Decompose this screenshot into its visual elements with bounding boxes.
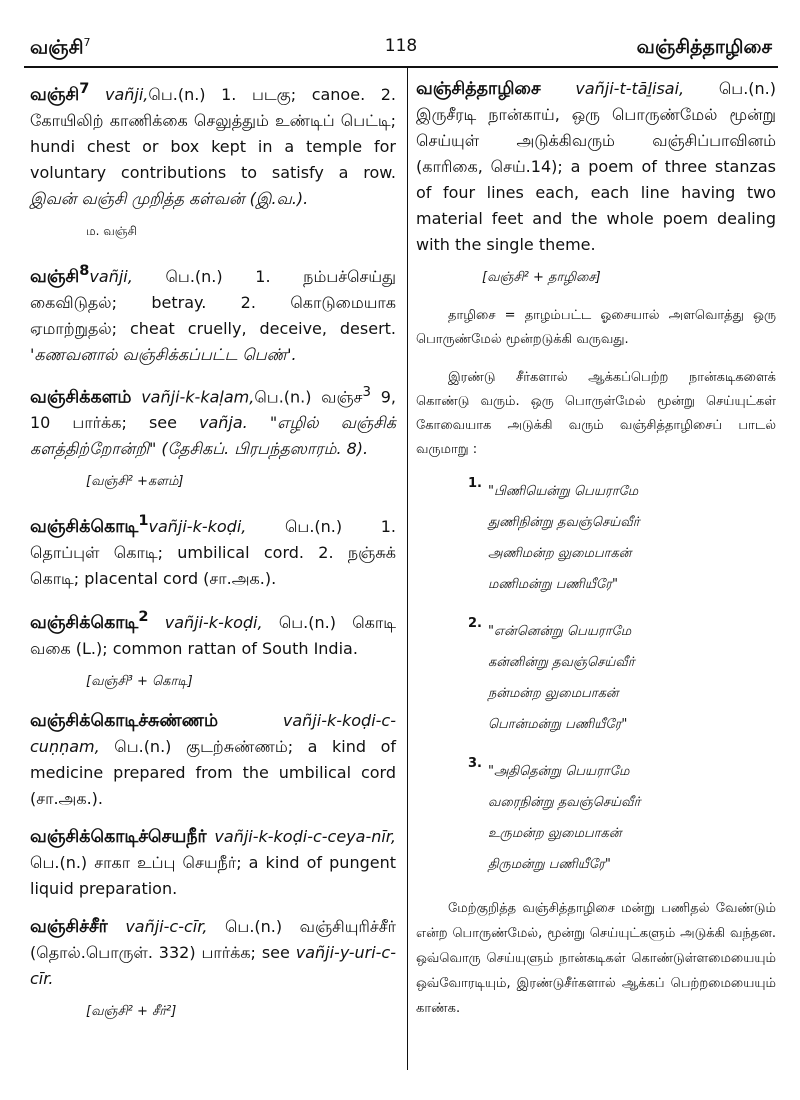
headword: வஞ்சிக்கொடி$^2$ — [30, 607, 149, 633]
stanza-number: 1. — [468, 476, 482, 491]
transliteration: vañji, — [89, 266, 133, 286]
left-column — [30, 76, 396, 1038]
closing-paragraph: மேற்குறித்த வஞ்சித்தாழிசை மன்று பணிதல் வேண்டும் என்ற பொருண்மேல், மூன்று செய்யுட்களும் அடுக்கி வந்தன. ஒவ்வொரு செய்யுளும் நான்கடிகள் கொண்டுள்ளமையையும் ஒவ்வோரடியும், இரண்டுசீர்களால் ஆக்கப் பெற்றமையையும் காண்க. — [416, 901, 776, 1016]
definition: பெ.(n.) கொடி வகை (L.); common rattan of South India. — [30, 612, 396, 658]
definition: பெ.(n.) குடற்சுண்ணம்; a kind of medicine prepared from the umbilical cord (சா.அக.). — [30, 736, 396, 808]
verse-line: திருமன்று பணியீரே" — [488, 857, 611, 872]
transliteration: vañji-k-kaḷam, — [131, 386, 255, 406]
verse-line: "அதிதென்று பெயராமே — [488, 764, 630, 779]
verse-stanza — [416, 616, 776, 740]
header-right-guide-word: வஞ்சித்தாழிசை — [636, 36, 772, 58]
definition: பெ.(n.) 1. படகு; canoe. 2. கோயிலிற் காணிக்கை செலுத்தும் உண்டிப் பெட்டி; hundi chest or box kept in a temple for voluntary contributions to satisfy a row. — [30, 84, 396, 182]
stanza-lines — [488, 756, 640, 880]
header-rule — [24, 66, 778, 68]
transliteration: vañji-k-koḍi, — [148, 612, 263, 632]
stanza-number: 2. — [468, 616, 482, 631]
headword: வஞ்சித்தாழிசை — [416, 79, 541, 99]
note-paragraph: இரண்டு சீர்களால் ஆக்கப்பெற்ற நான்கடிகளைக் கொண்டு வரும். ஒரு பொருள்மேல் மூன்று செய்யுட்கள் கோவையாக அடுக்கி வரும் வஞ்சித்தாழிசைப் பாடல் வருமாறு : — [416, 370, 776, 457]
stanza-number: 3. — [468, 756, 482, 771]
verse-line: நன்மன்ற லுமைபாகன் — [488, 686, 619, 701]
etymology: [வஞ்சி² + தாழிசை] — [482, 270, 601, 285]
etymology: [வஞ்சி² + சீர்²] — [86, 1003, 177, 1019]
verse-line: கன்னின்று தவஞ்செய்வீர் — [488, 655, 635, 670]
transliteration: vañji, — [89, 84, 149, 104]
transliteration: vañji-k-koḍi-c-ceya-nīr, — [206, 826, 396, 846]
headword: வஞ்சிக்கொடிச்செயநீர் — [30, 826, 207, 847]
verse-line: "என்னென்று பெயராமே — [488, 624, 632, 639]
verse-line: பொன்மன்று பணியீரே" — [488, 717, 628, 732]
verse-line: "பிணியென்று பெயராமே — [488, 484, 639, 499]
dictionary-entry — [30, 708, 396, 812]
usage-example: 'கணவனால் வஞ்சிக்கப்பட்ட பெண்'. — [30, 344, 297, 364]
dictionary-entry — [30, 508, 396, 592]
see-reference: vañja. — [199, 412, 248, 432]
definition: பெ.(n.) வஞ்சியுரிச்சீர் (தொல்.பொருள். 332) பார்க்க; see — [30, 916, 397, 962]
headword: வஞ்சி$^7$ — [30, 80, 90, 105]
usage-example: இவன் வஞ்சி முறித்த கள்வன் (இ.வ.). — [30, 188, 309, 208]
column-divider — [407, 68, 408, 1070]
headword: வஞ்சிச்சீர் — [30, 916, 108, 937]
usage-example: "எழில் வஞ்சிக் களத்திற்றோன்றி" (தேசிகப். பிரபந்தஸாரம். 8). — [30, 412, 397, 458]
dictionary-entry — [30, 824, 396, 902]
verse-stanza — [416, 476, 776, 600]
verse-stanza — [416, 756, 776, 880]
transliteration: vañji-t-tāḻisai, — [540, 79, 685, 98]
note-paragraph: தாழிசை = தாழம்பட்ட ஓசையால் அளவொத்து ஒரு பொருண்மேல் மூன்றடுக்கி வருவது. — [416, 308, 776, 347]
right-column — [416, 76, 776, 1021]
definition: பெ.(n.) 1. நம்பச்செய்து கைவிடுதல்; betray. 2. கொடுமையாக ஏமாற்றுதல்; cheat cruelly, deceive, desert. — [30, 266, 396, 338]
transliteration: vañji-k-koḍi, — [148, 516, 247, 536]
dictionary-entry — [30, 914, 396, 992]
cognate-note: ம. வஞ்சி — [86, 223, 138, 238]
headword: வஞ்சிக்கொடிச்சுண்ணம் — [30, 710, 219, 731]
verse-line: துணிநின்று தவஞ்செய்வீர் — [488, 515, 640, 530]
etymology: [வஞ்சி³ + கொடி] — [86, 673, 193, 689]
dictionary-entry — [30, 604, 396, 662]
dictionary-entry: வஞ்சிக்களம் vañji-k-kaḷam,பெ.(n.) வஞ்ச$^3$ 9, 10 பார்க்க; see vañja. "எழில் வஞ்சிக் களத்திற்றோன்றி" (தேசிகப். பிரபந்தஸாரம். 8). — [30, 384, 397, 458]
verse-line: அணிமன்ற லுமைபாகன் — [488, 546, 632, 561]
transliteration: vañji-k-koḍi-c-cuṇṇam, — [30, 710, 396, 756]
dictionary-entry — [30, 76, 396, 212]
stanza-lines — [488, 476, 640, 600]
dictionary-entry — [416, 76, 776, 258]
transliteration: vañji-c-cīr, — [107, 916, 208, 936]
etymology: [வஞ்சி² +களம்] — [86, 473, 184, 489]
headword: வஞ்சிக்கொடி$^1$ — [30, 511, 149, 537]
definition: பெ.(n.) இருசீரடி நான்காய், ஒரு பொருண்மேல் மூன்று செய்யுள் அடுக்கிவரும் வஞ்சிப்பாவினம் (காரிகை, செய்.14); a poem of three stanzas of four lines each, each line having two material feet and the whole poem dealing with the single theme. — [416, 79, 776, 254]
definition: பெ.(n.) சாகா உப்பு செயநீர்; a kind of pungent liquid preparation. — [30, 852, 396, 898]
see-reference: vañji-y-uri-c-cīr. — [30, 942, 396, 988]
verse-line: வரைநின்று தவஞ்செய்வீர் — [488, 795, 641, 810]
dictionary-entry — [30, 258, 396, 368]
definition: பெ.(n.) வஞ்ச — [254, 386, 363, 406]
verse-line: மணிமன்று பணியீரே" — [488, 577, 618, 592]
page-number: 118 — [384, 36, 418, 56]
stanza-lines — [488, 616, 635, 740]
page-header — [30, 36, 772, 66]
header-left-guide-word: வஞ்சி$^7$ — [30, 36, 91, 59]
headword: வஞ்சிக்களம் — [30, 386, 132, 407]
verse-line: உருமன்ற லுமைபாகன் — [488, 826, 622, 841]
definition: பெ.(n.) 1. தொப்புள் கொடி; umbilical cord. 2. நஞ்சுக் கொடி; placental cord (சா.அக.). — [30, 516, 396, 588]
headword: வஞ்சி$^8$ — [30, 261, 90, 287]
